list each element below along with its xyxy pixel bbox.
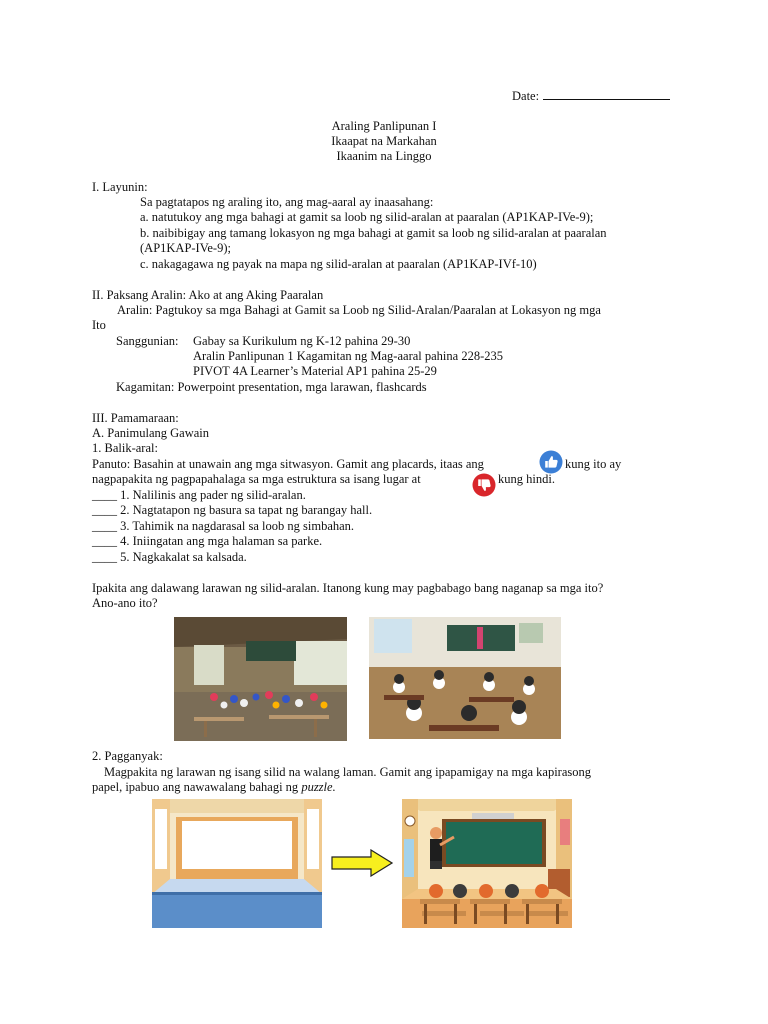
sanggunian-2: Aralin Panlipunan 1 Kagamitan ng Mag-aaral pahina 228-235 xyxy=(193,349,503,363)
sanggunian-label: Sanggunian: xyxy=(116,334,179,348)
thumbs-down-icon xyxy=(472,473,496,497)
layunin-a: a. natutukoy ang mga bahagi at gamit sa loob ng silid-aralan at paaralan (AP1KAP-IVe-9); xyxy=(140,210,594,224)
puzzle-word: puzzle. xyxy=(301,780,336,794)
layunin-intro: Sa pagtatapos ng araling ito, ang mag-aaral ay inaasahang: xyxy=(140,195,434,209)
pagganyak-line1: Magpakita ng larawan ng isang silid na walang laman. Gamit ang ipapamigay na mga kapirasong xyxy=(104,765,592,779)
date-blank-line xyxy=(543,88,670,100)
pagganyak-line2 xyxy=(92,780,336,796)
pagganyak-heading: 2. Pagganyak: xyxy=(92,749,163,763)
arrow-right-icon xyxy=(331,849,393,877)
panuto-line2b: kung hindi. xyxy=(498,472,555,486)
date-field xyxy=(512,88,670,105)
ipakita-line1: Ipakita ang dalawang larawan ng silid-aralan. Itanong kung may pagbabago bang naganap sa mga ito? xyxy=(92,581,604,595)
ipakita-line2: Ano-ano ito? xyxy=(92,596,158,610)
balik-aral-item-3: ____ 3. Tahimik na nagdarasal sa loob ng simbahan. xyxy=(92,519,355,533)
title-week: Ikaanim na Linggo xyxy=(336,149,432,163)
title-quarter: Ikaapat na Markahan xyxy=(331,134,437,148)
panuto-line2a: nagpapakita ng pagpapahalaga sa mga estruktura sa isang lugar at xyxy=(92,472,421,486)
panuto-line1a: Panuto: Basahin at unawain ang mga sitwasyon. Gamit ang placards, itaas ang xyxy=(92,457,484,471)
balik-aral-heading: 1. Balik-aral: xyxy=(92,441,158,455)
pagganyak-line2-text: papel, ipabuo ang nawawalang bahagi ng xyxy=(92,780,299,794)
empty-room-illustration xyxy=(152,799,322,928)
sanggunian-3: PIVOT 4A Learner’s Material AP1 pahina 25-29 xyxy=(193,364,437,378)
kagamitan: Kagamitan: Powerpoint presentation, mga larawan, flashcards xyxy=(116,380,427,394)
balik-aral-item-2: ____ 2. Nagtatapon ng basura sa tapat ng barangay hall. xyxy=(92,503,373,517)
modern-classroom-photo xyxy=(369,617,561,739)
old-classroom-photo xyxy=(174,617,347,741)
classroom-illustration xyxy=(402,799,572,928)
aralin-line2: Ito xyxy=(92,318,106,332)
date-label: Date: xyxy=(512,89,540,103)
panuto-line1b: kung ito ay xyxy=(565,457,622,471)
panimulang-gawain-heading: A. Panimulang Gawain xyxy=(92,426,209,440)
sanggunian-1: Gabay sa Kurikulum ng K-12 pahina 29-30 xyxy=(193,334,411,348)
layunin-heading: I. Layunin: xyxy=(92,180,148,194)
paksa-heading: II. Paksang Aralin: Ako at ang Aking Paaralan xyxy=(92,288,324,302)
layunin-b-line2: (AP1KAP-IVe-9); xyxy=(140,241,231,255)
balik-aral-item-4: ____ 4. Iniingatan ang mga halaman sa parke. xyxy=(92,534,323,548)
thumbs-up-icon xyxy=(539,450,563,474)
layunin-c: c. nakagagawa ng payak na mapa ng silid-aralan at paaralan (AP1KAP-IVf-10) xyxy=(140,257,537,271)
aralin-line1: Aralin: Pagtukoy sa mga Bahagi at Gamit sa Loob ng Silid-Aralan/Paaralan at Lokasyon ng mga xyxy=(117,303,601,317)
balik-aral-item-1: ____ 1. Nalilinis ang pader ng silid-aralan. xyxy=(92,488,306,502)
balik-aral-item-5: ____ 5. Nagkakalat sa kalsada. xyxy=(92,550,247,564)
layunin-b-line1: b. naibibigay ang tamang lokasyon ng mga bahagi at gamit sa loob ng silid-aralan at paaralan xyxy=(140,226,607,240)
title-subject: Araling Panlipunan I xyxy=(331,119,437,133)
pamamaraan-heading: III. Pamamaraan: xyxy=(92,411,179,425)
